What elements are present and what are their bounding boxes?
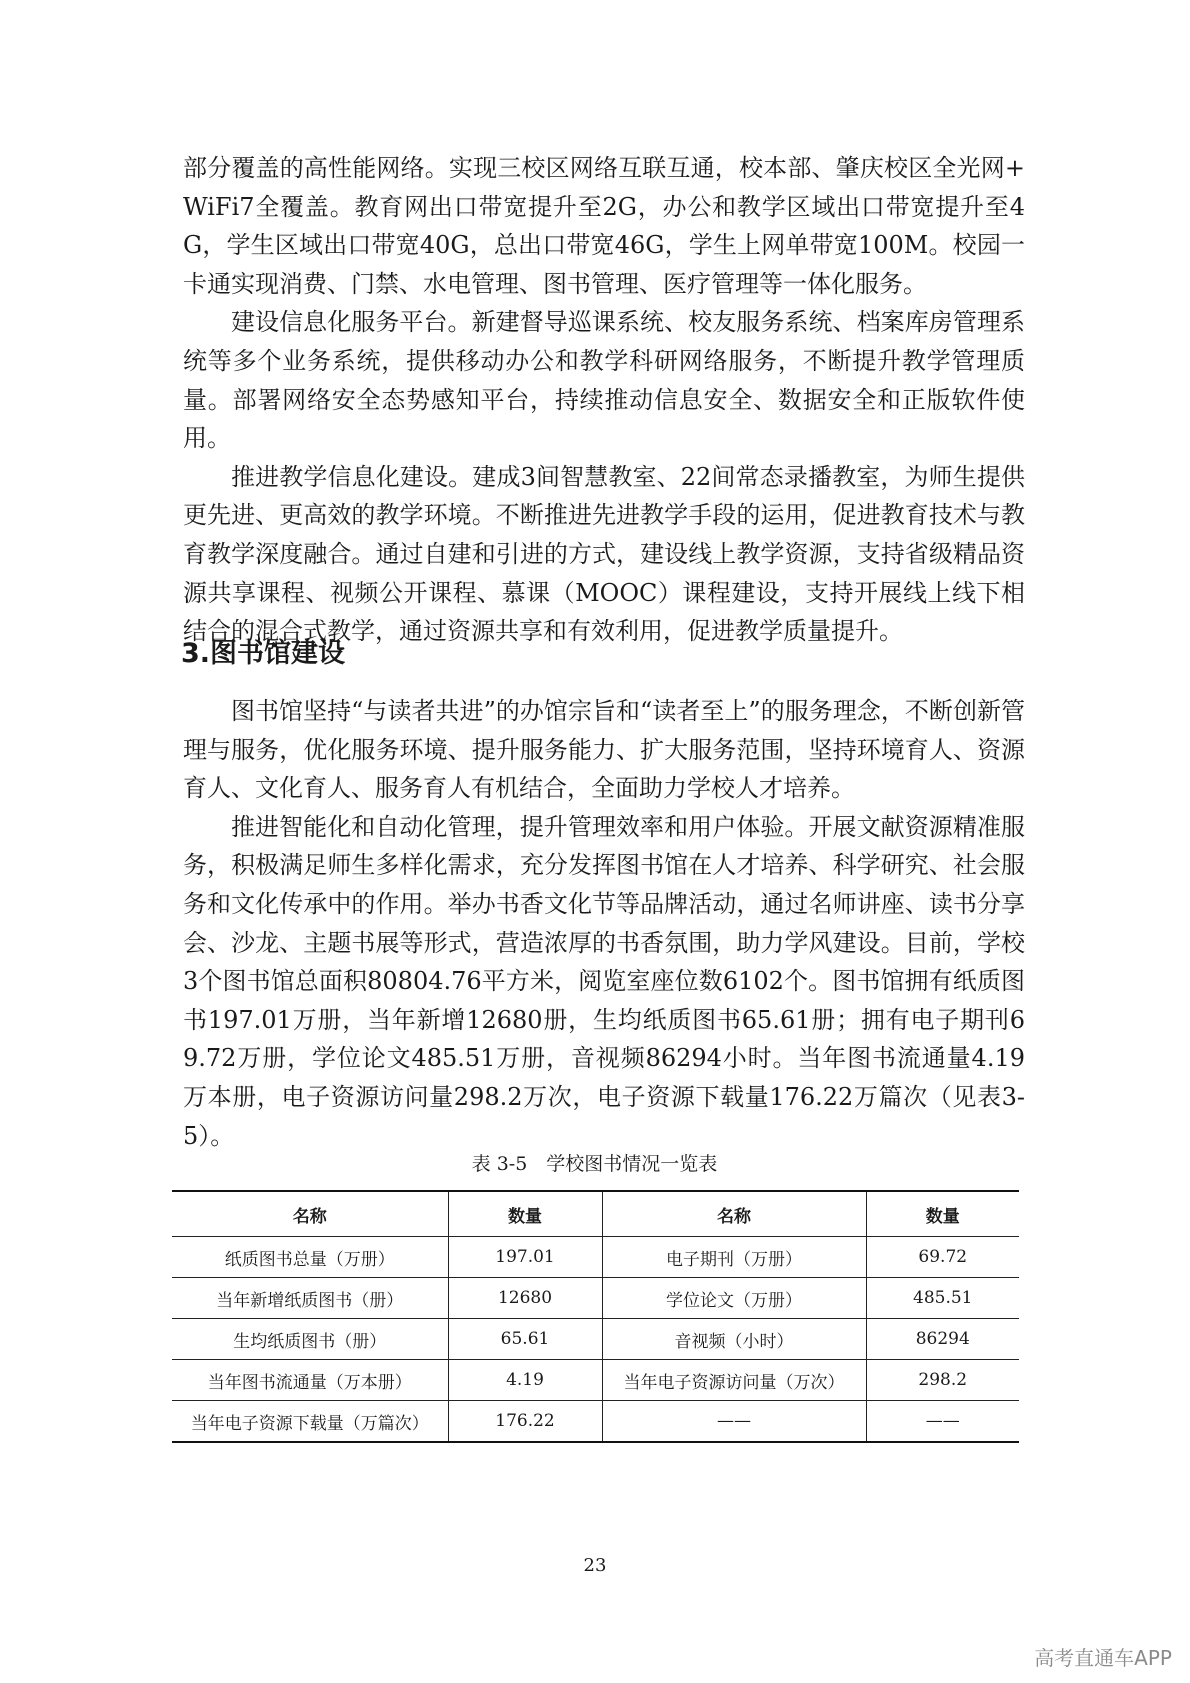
table-cell: 学位论文（万册） bbox=[602, 1278, 866, 1319]
header-name-1: 名称 bbox=[172, 1191, 448, 1237]
table-cell: 65.61 bbox=[448, 1319, 602, 1360]
paragraph-network: 部分覆盖的高性能网络。实现三校区网络互联互通，校本部、肇庆校区全光网+WiFi7全覆盖。教育网出口带宽提升至2G，办公和教学区域出口带宽提升至4G，学生区域出口带宽40G，总出口带宽46G，学生上网单带宽100M。校园一卡通实现消费、门禁、水电管理、图书管理、医疗管理等一体化服务。 bbox=[183, 154, 1025, 298]
body-text-section bbox=[183, 149, 1025, 651]
library-stats-table bbox=[172, 1190, 1019, 1443]
table-row bbox=[172, 1278, 1019, 1319]
table-cell: 12680 bbox=[448, 1278, 602, 1319]
table-cell: 当年图书流通量（万本册） bbox=[172, 1360, 448, 1401]
table-cell: 86294 bbox=[866, 1319, 1019, 1360]
table-row bbox=[172, 1319, 1019, 1360]
paragraph-library-stats: 推进智能化和自动化管理，提升管理效率和用户体验。开展文献资源精准服务，积极满足师生多样化需求，充分发挥图书馆在人才培养、科学研究、社会服务和文化传承中的作用。举办书香文化节等品牌活动，通过名师讲座、读书分享会、沙龙、主题书展等形式，营造浓厚的书香氛围，助力学风建设。目前，学校3个图书馆总面积80804.76平方米，阅览室座位数6102个。图书馆拥有纸质图书197.01万册，当年新增12680册，生均纸质图书65.61册；拥有电子期刊69.72万册，学位论文485.51万册，音视频86294小时。当年图书流通量4.19万本册，电子资源访问量298.2万次，电子资源下载量176.22万篇次（见表3-5）。 bbox=[183, 812, 1025, 1150]
table-cell: 纸质图书总量（万册） bbox=[172, 1237, 448, 1278]
table-caption: 表 3-5 学校图书情况一览表 bbox=[471, 1153, 718, 1175]
table-cell: 当年电子资源下载量（万篇次） bbox=[172, 1401, 448, 1443]
table-cell: 197.01 bbox=[448, 1237, 602, 1278]
table-cell: 176.22 bbox=[448, 1401, 602, 1443]
table-cell: 485.51 bbox=[866, 1278, 1019, 1319]
table-row bbox=[172, 1237, 1019, 1278]
header-name-2: 名称 bbox=[602, 1191, 866, 1237]
table-header-row bbox=[172, 1191, 1019, 1237]
watermark: 高考直通车APP bbox=[1034, 1646, 1172, 1670]
table-cell: 69.72 bbox=[866, 1237, 1019, 1278]
table-cell: —— bbox=[602, 1401, 866, 1443]
table-cell: 当年电子资源访问量（万次） bbox=[602, 1360, 866, 1401]
section-heading: 3.图书馆建设 bbox=[181, 638, 346, 669]
table-cell: 音视频（小时） bbox=[602, 1319, 866, 1360]
table-cell: 298.2 bbox=[866, 1360, 1019, 1401]
paragraph-teaching-informatization: 推进教学信息化建设。建成3间智慧教室、22间常态录播教室，为师生提供更先进、更高效的教学环境。不断推进先进教学手段的运用，促进教育技术与教育教学深度融合。通过自建和引进的方式，建设线上教学资源，支持省级精品资源共享课程、视频公开课程、慕课（MOOC）课程建设，支持开展线上线下相结合的混合式教学，通过资源共享和有效利用，促进教学质量提升。 bbox=[183, 462, 1025, 646]
table-cell: 电子期刊（万册） bbox=[602, 1237, 866, 1278]
table-cell: 4.19 bbox=[448, 1360, 602, 1401]
paragraph-library-mission: 图书馆坚持“与读者共进”的办馆宗旨和“读者至上”的服务理念，不断创新管理与服务，优化服务环境、提升服务能力、扩大服务范围，坚持环境育人、资源育人、文化育人、服务育人有机结合，全面助力学校人才培养。 bbox=[183, 697, 1025, 803]
page-number: 23 bbox=[583, 1555, 607, 1576]
table-cell: 生均纸质图书（册） bbox=[172, 1319, 448, 1360]
library-text-section bbox=[183, 692, 1025, 1155]
paragraph-info-platform: 建设信息化服务平台。新建督导巡课系统、校友服务系统、档案库房管理系统等多个业务系统，提供移动办公和教学科研网络服务，不断提升教学管理质量。部署网络安全态势感知平台，持续推动信息安全、数据安全和正版软件使用。 bbox=[183, 308, 1025, 453]
header-value-2: 数量 bbox=[866, 1191, 1019, 1237]
table-cell: —— bbox=[866, 1401, 1019, 1443]
table-cell: 当年新增纸质图书（册） bbox=[172, 1278, 448, 1319]
table-row bbox=[172, 1360, 1019, 1401]
table-row bbox=[172, 1401, 1019, 1443]
header-value-1: 数量 bbox=[448, 1191, 602, 1237]
